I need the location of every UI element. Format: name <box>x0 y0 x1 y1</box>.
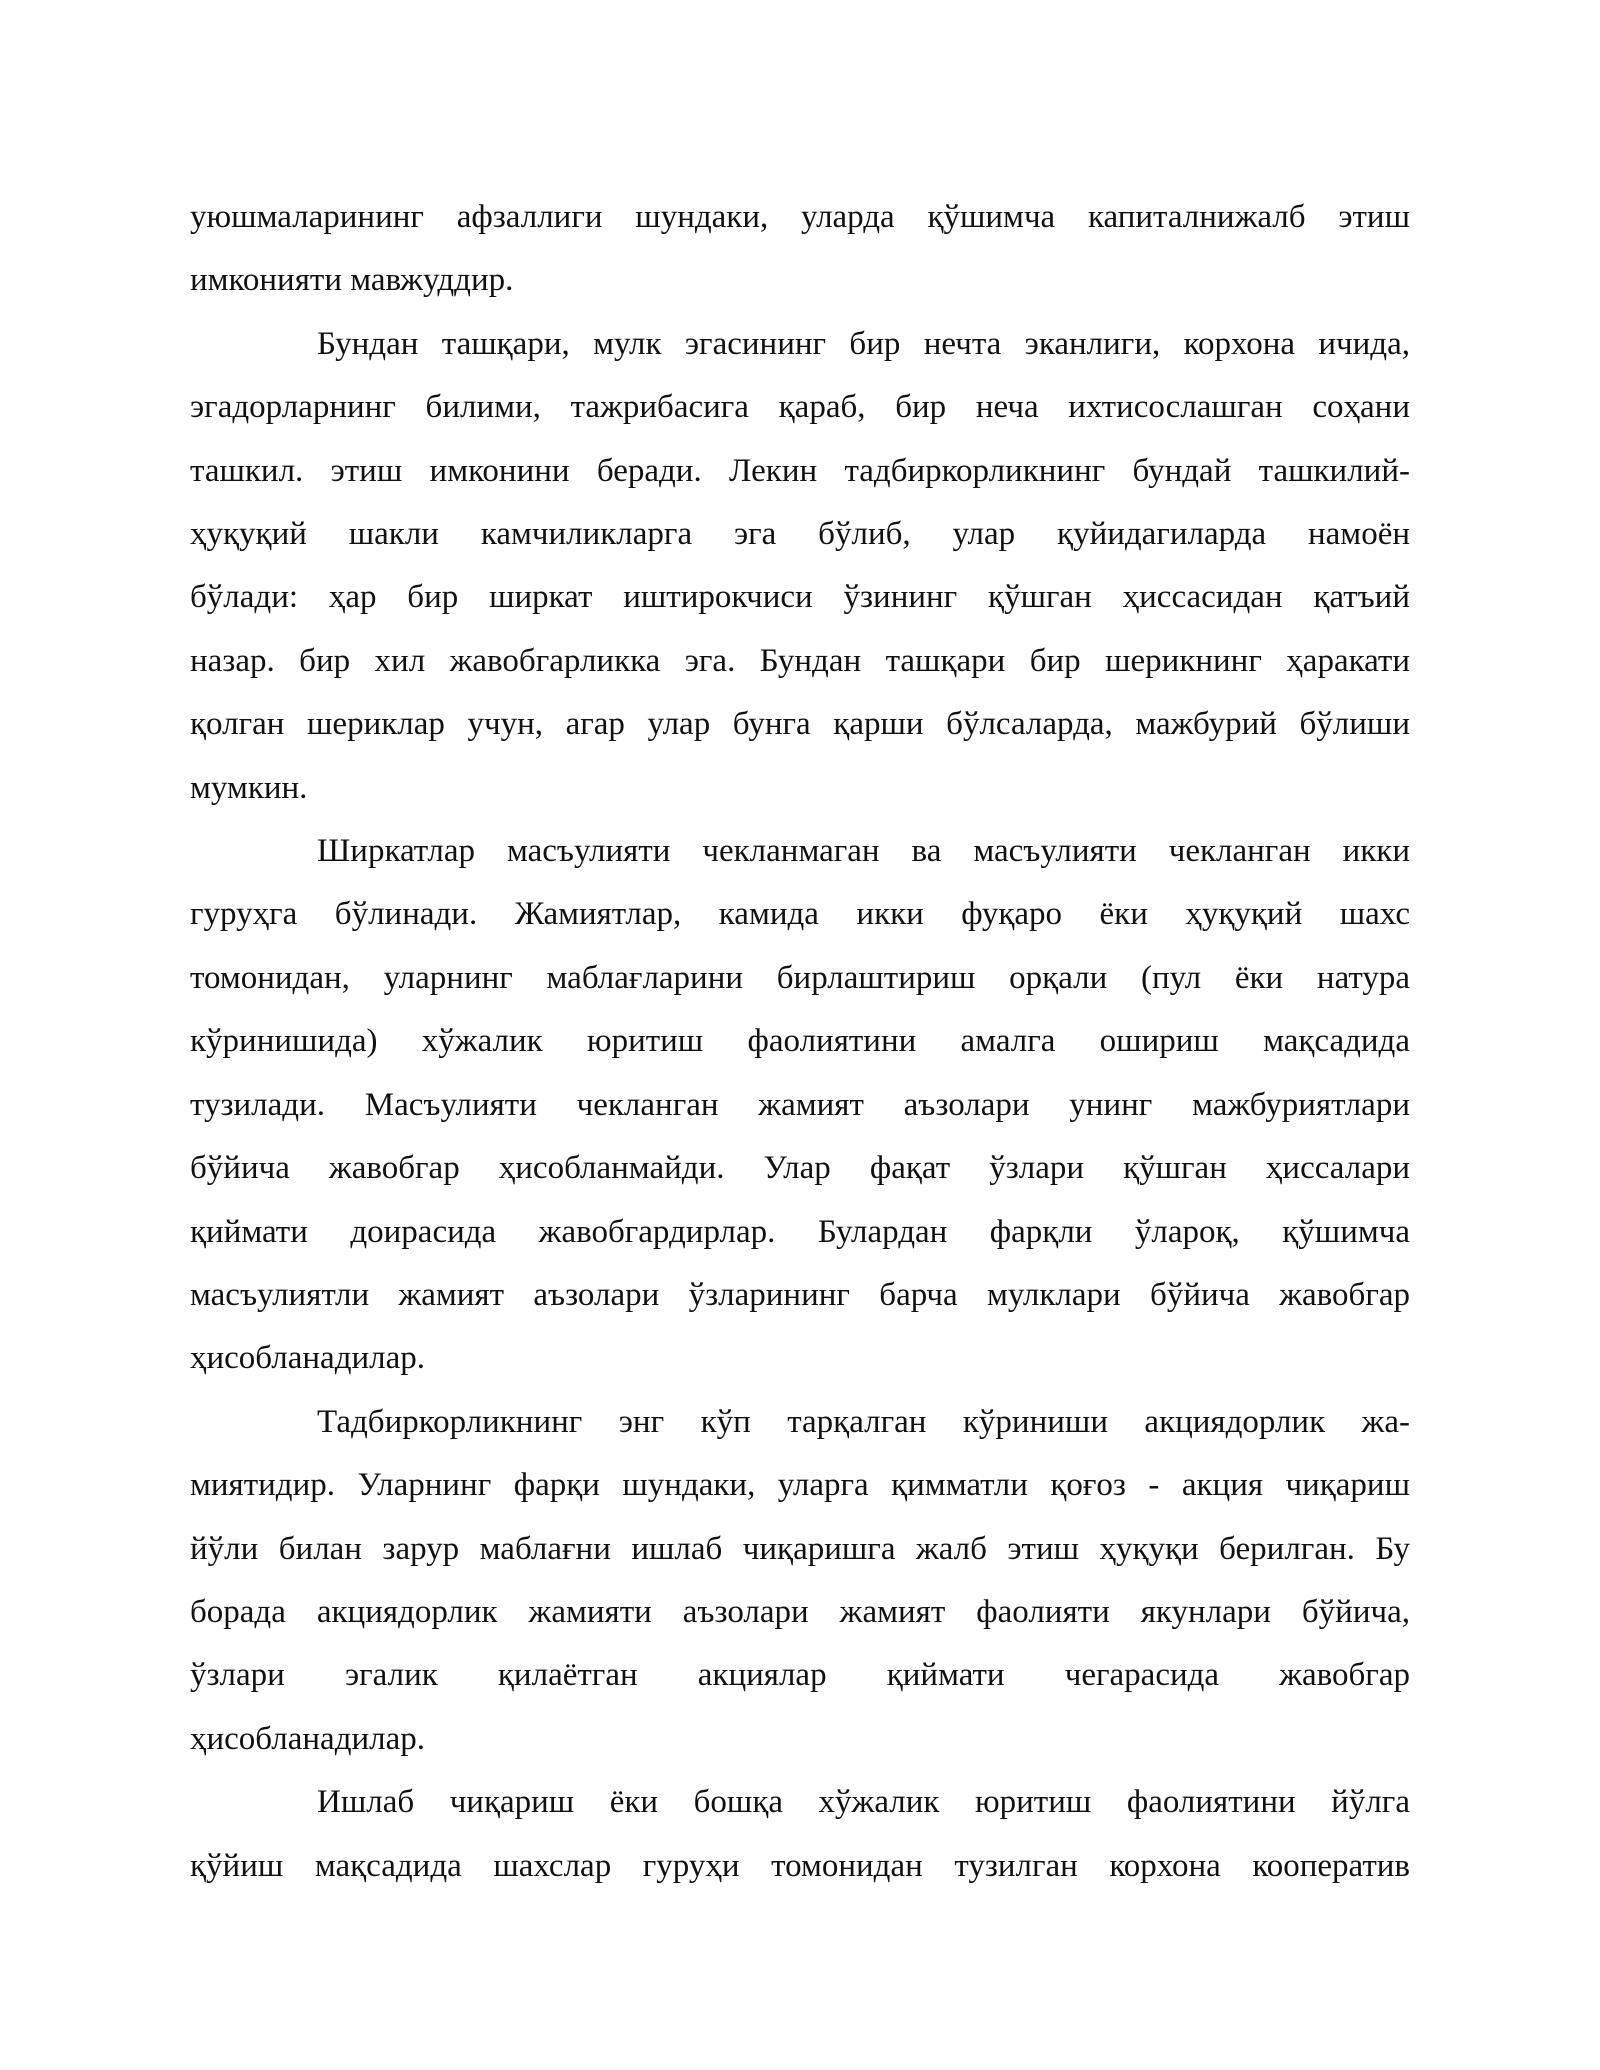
paragraph <box>190 313 1410 820</box>
text-line: ҳисобланадилар. <box>190 1340 426 1377</box>
text-line: имконияти мавжуддир. <box>190 262 514 299</box>
text-line: Ишлаб чиқариш ёки бошқа хўжалик юритиш фаолиятини йўлга <box>317 1784 1410 1821</box>
text-line: Бундан ташқари, мулк эгасининг бир нечта эканлиги, корхона ичида, <box>317 325 1410 362</box>
text-line: кўринишида) хўжалик юритиш фаолиятини амалга ошириш мақсадида <box>190 1023 1410 1060</box>
text-line: қиймати доирасида жавобгардирлар. Булардан фарқли ўлароқ, қўшимча <box>190 1213 1410 1250</box>
document-page <box>190 186 1410 1898</box>
text-line: уюшмаларининг афзаллиги шундаки, уларда қўшимча капиталнижалб этиш <box>190 199 1410 235</box>
text-line: қўйиш мақсадида шахслар гуруҳи томонидан тузилган корхона кооператив <box>190 1847 1410 1884</box>
paragraph <box>190 820 1410 1391</box>
text-line: ташкил. этиш имконини беради. Лекин тадбиркорликнинг бундай ташкилий- <box>190 452 1410 489</box>
text-line: Тадбиркорликнинг энг кўп тарқалган кўриниши акциядорлик жа- <box>317 1403 1410 1440</box>
text-line: Ширкатлар масъулияти чекланмаган ва масъулияти чекланган икки <box>317 833 1410 870</box>
paragraph <box>190 1771 1410 1898</box>
paragraph <box>190 1391 1410 1771</box>
text-line: ўзлари эгалик қилаётган акциялар қиймати чегарасида жавобгар <box>190 1657 1410 1694</box>
text-line: борада акциядорлик жамияти аъзолари жамият фаолияти якунлари бўйича, <box>190 1593 1410 1630</box>
text-line: қолган шериклар учун, агар улар бунга қарши бўлсаларда, мажбурий бўлиши <box>190 706 1410 743</box>
text-line: томонидан, уларнинг маблағларини бирлаштириш орқали (пул ёки натура <box>190 959 1410 996</box>
text-line: эгадорларнинг билими, тажрибасига қараб, бир неча ихтисослашган соҳани <box>190 389 1410 426</box>
text-line: ҳисобланадилар. <box>190 1720 426 1757</box>
text-line: мумкин. <box>190 769 308 806</box>
paragraph <box>190 186 1410 313</box>
text-line: бўлади: ҳар бир ширкат иштирокчиси ўзининг қўшган ҳиссасидан қатъий <box>190 579 1410 616</box>
text-line: тузилади. Масъулияти чекланган жамият аъзолари унинг мажбуриятлари <box>190 1086 1410 1123</box>
text-line: миятидир. Уларнинг фарқи шундаки, уларга қимматли қоғоз - акция чиқариш <box>190 1467 1410 1504</box>
text-line: бўйича жавобгар ҳисобланмайди. Улар фақат ўзлари қўшган ҳиссалари <box>190 1150 1410 1187</box>
text-line: ҳуқуқий шакли камчиликларга эга бўлиб, улар қуйидагиларда намоён <box>190 516 1410 553</box>
text-line: назар. бир хил жавобгарликка эга. Бундан ташқари бир шерикнинг ҳаракати <box>190 642 1410 679</box>
text-line: гуруҳга бўлинади. Жамиятлар, камида икки фуқаро ёки ҳуқуқий шахс <box>190 896 1410 933</box>
text-line: йўли билан зарур маблағни ишлаб чиқаришга жалб этиш ҳуқуқи берилган. Бу <box>190 1530 1410 1567</box>
text-line: масъулиятли жамият аъзолари ўзларининг барча мулклари бўйича жавобгар <box>190 1276 1410 1313</box>
